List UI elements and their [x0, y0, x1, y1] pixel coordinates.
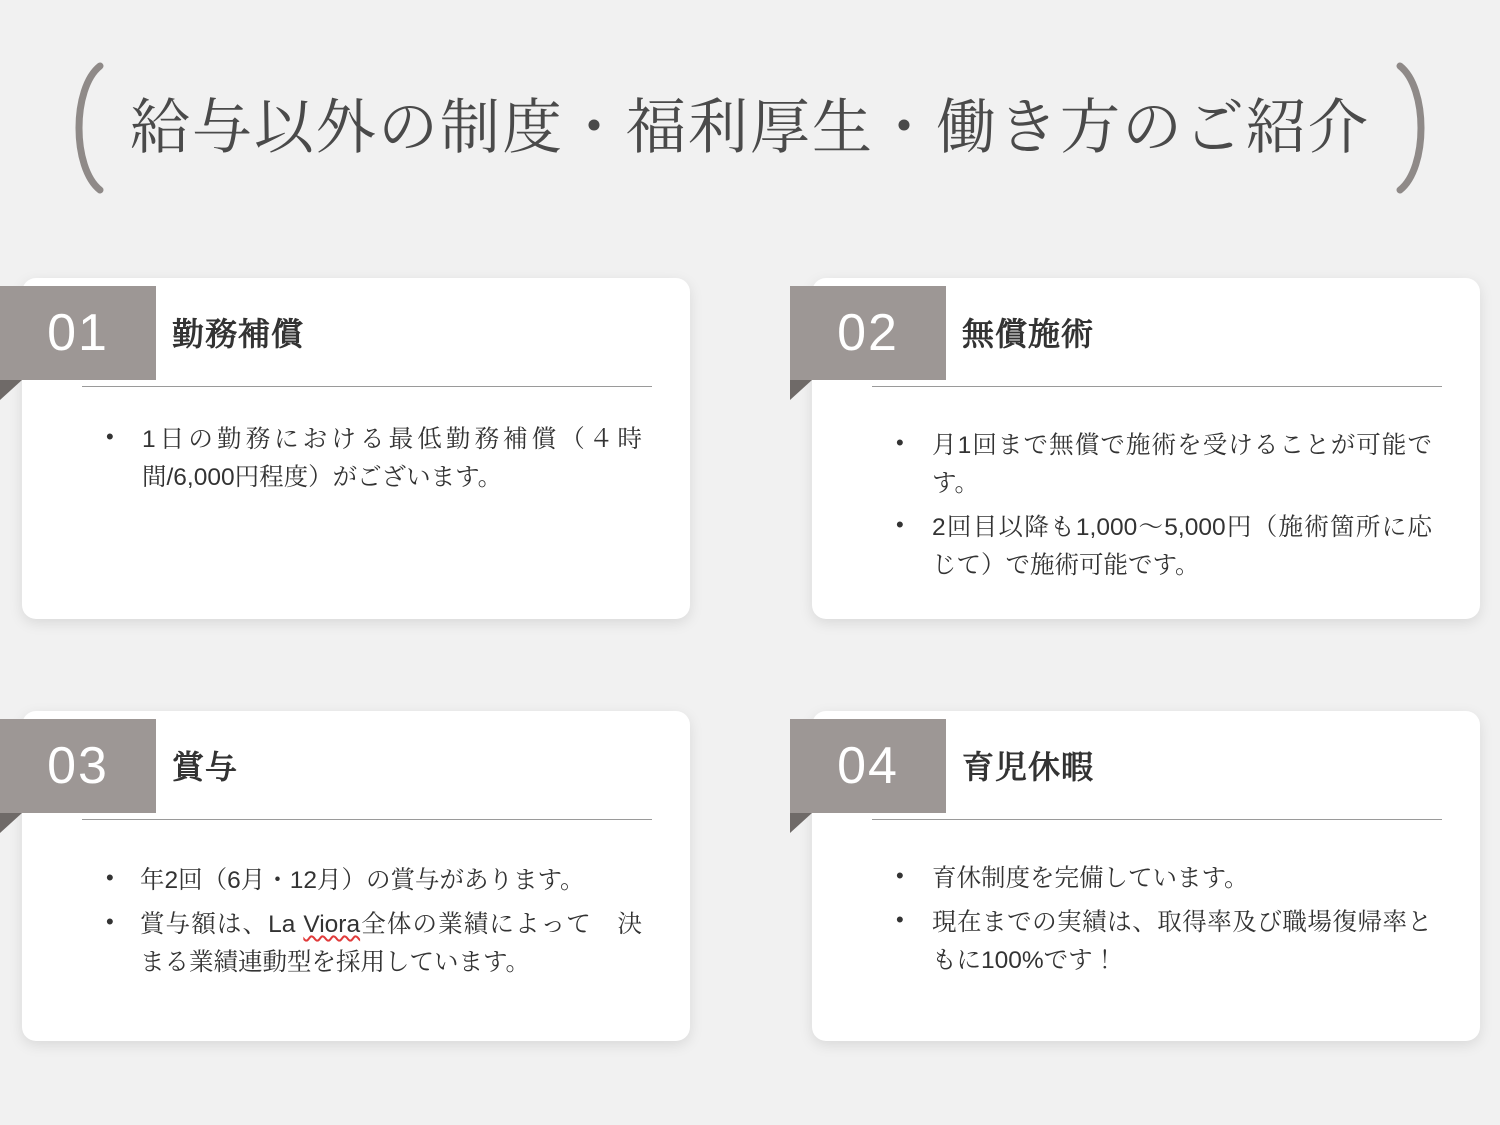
card-number-badge-04: [790, 719, 946, 813]
badge-fold-corner-02: [790, 380, 812, 400]
bracket-left-icon: [60, 62, 106, 194]
card-number-02: 02: [837, 304, 899, 362]
card-body-04: [812, 860, 1480, 1014]
card-bullet-list-01: [60, 421, 652, 497]
card-divider-01: [82, 386, 652, 387]
card-bullet-list-04: [850, 860, 1442, 980]
card-title-03: 賞与: [172, 748, 239, 785]
card-bullet-list-03: [60, 862, 652, 982]
list-item: • 1日の勤務における最低勤務補償（４時間/6,000円程度）がございます。: [90, 421, 642, 497]
card-number-03: 03: [47, 736, 109, 795]
list-item: • 2回目以降も1,000〜5,000円（施術箇所に応じて）で施術可能です。: [880, 509, 1432, 585]
list-item: • 月1回まで無償で施術を受けることが可能です。: [880, 427, 1432, 503]
card-divider-04: [872, 819, 1442, 820]
badge-fold-corner-01: [0, 380, 22, 400]
benefit-card-01: [22, 278, 690, 619]
card-bullet-list-02: [850, 427, 1442, 585]
card-title-02: 無償施術: [962, 316, 1095, 352]
benefits-card-grid: [22, 278, 1482, 1041]
card-body-01: [22, 421, 690, 531]
benefit-card-02: [812, 278, 1480, 619]
card-title-01: 勤務補償: [172, 316, 305, 352]
list-item: • 現在までの実績は、取得率及び職場復帰率ともに100%です！: [880, 904, 1432, 980]
list-item: • 育休制度を完備しています。: [880, 860, 1432, 898]
card-number-badge-01: [0, 286, 156, 380]
benefit-card-04: [812, 711, 1480, 1041]
card-number-badge-02: [790, 286, 946, 380]
badge-fold-corner-04: [790, 813, 812, 833]
page-title-row: [60, 58, 1440, 198]
card-title-04: 育児休暇: [962, 748, 1095, 785]
badge-fold-corner-03: [0, 813, 22, 833]
card-body-02: [812, 427, 1480, 619]
bracket-right-icon: [1394, 62, 1440, 194]
card-body-03: [22, 862, 690, 1016]
card-number-04: 04: [837, 736, 899, 795]
card-divider-02: [872, 386, 1442, 387]
card-divider-03: [82, 819, 652, 820]
card-number-badge-03: [0, 719, 156, 813]
list-item: • 賞与額は、La Viora全体の業績によって 決まる業績連動型を採用しています。: [90, 906, 642, 982]
benefit-card-03: [22, 711, 690, 1041]
page-title: 給与以外の制度・福利厚生・働き方のご紹介: [130, 94, 1370, 161]
card-number-01: 01: [47, 304, 109, 362]
list-item: • 年2回（6月・12月）の賞与があります。: [90, 862, 642, 900]
